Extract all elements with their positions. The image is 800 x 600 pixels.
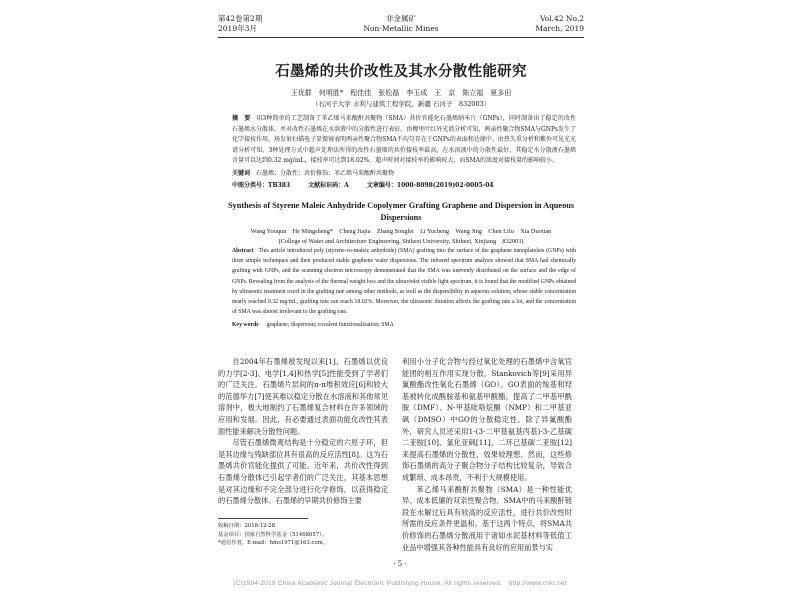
header-rule (218, 37, 584, 38)
affiliation-en: (College of Water and Architecture Engineering, Shihezi University, Shihezi, Xinjiang 832003) (278, 238, 524, 245)
header-volume-info-en: Vol.42 No.2 March, 2019 (535, 14, 584, 33)
keywords-text-cn: 石墨烯；分散性；共价修饰；苯乙烯马来酸酐共聚物 (256, 170, 395, 177)
footnote (218, 522, 388, 548)
footnote-corresponding: *通信作者，E-mail：hms1971@163.com。 (218, 540, 328, 547)
abstract-cn (232, 114, 576, 167)
keywords-en (232, 322, 576, 328)
body-paragraph: 利用小分子化合物与经过氧化处理的石墨烯中含氧官能团的相互作用实现分散。Stankovich等[9]采用异氰酸酯改性氧化石墨烯（GO）。GO表面的羧基和羟基被转化成酰胺基和氨基甲酸酯，提高了二甲基甲酰胺（DMF）、N-甲基吡咯烷酮（NMP）和二甲基亚砜（DMSO）中GO的分散稳定性。除了异氰酸酯外，研究人员还采用1-(3-二甲基氨基丙基)-3-乙基碳二亚胺[10]、氯化亚砜[11]、二环己基碳二亚胺[12]来提高石墨烯的分散性，效果较理想。然而，这些修饰石墨烯的高分子聚合物分子结构比较复杂，导致合成繁琐、成本昂贵，不利于大规模使用。 (402, 357, 572, 482)
abstract-label-cn: 摘 要 (232, 115, 251, 122)
page-number: · 5 · (393, 560, 407, 568)
keywords-label-cn: 关键词 (232, 170, 251, 177)
footnote-rule (218, 518, 308, 519)
footnote-received: 收稿日期：2018-12-28 (218, 523, 276, 529)
clc-number: 中图分类号：TB383 (232, 182, 291, 189)
footnote-fund: 基金项目：国家自然科学基金（51468057）。 (218, 531, 328, 538)
header-journal-name: 非金属矿 Non-Metallic Mines (363, 14, 439, 33)
body-paragraph: 自2004年石墨烯被发现以来[1]，石墨烯以优良的力学[2-3]、电学[1,4]和热学[5]性能受到了学者们的广泛关注。石墨烯片层间的π-π堆积效应[6]和较大的范德华力[7]使其难以稳定分散在水溶液和其他常见溶剂中，极大地制约了石墨烯复合材料在许多领域的应用和发展。因此，有必要通过表面功能化改性其表面性能来解决分散性问题。 (218, 357, 388, 436)
abstract-text-cn: 用3种简单的工艺制备了苯乙烯马来酸酐共聚物（SMA）共价官能化石墨烯纳米片（GNPs），同时制备出了稳定的改性石墨烯水分散体，并对改性石墨烯在水溶液中的分散性进行表征。由傅里叶红外光谱分析可知，两亲性聚合物SMA与GNPs发生了化学接枝作用，场发射扫描电子显微镜表明两亲性聚合物SMA不均匀存在于GNPs的表面和边缘中。由热失重分析和紫外可见光光谱分析可知，3种处理方式中超声处理法所得的改性石墨烯的共价接枝率最高，在水溶液中的分散性最好，其稳定水分散液石墨烯含量可以达到0.32 mg/mL，接枝率可达到18.02%。超声时间对接枝率的影响较大，而SMA的浓度对接枝量的影响较小。 (232, 115, 576, 164)
abstract-label-en: Abstract (232, 248, 254, 254)
abstract-en (232, 246, 576, 317)
document-code: 文献标识码：A (308, 182, 349, 189)
body-paragraph: 尽管石墨烯微观结构是十分稳定的六原子环，但是其边缘与残缺部位具有很高的反应活性[8]。这为石墨烯共价官能化提供了可能。近年来，共价改性得到石墨烯分散体已引起学者们的广泛关注，其基本思想是对其边缘和不完全部分进行化学修饰，以获得稳定的石墨烯分散体。石墨烯的早期共价修饰主要 (218, 438, 388, 506)
author-list-cn: 王优群 何明胜* 程佳佳 张松磊 李玉成 王 京 陈立福 夏多田 (290, 89, 512, 97)
author-list-en: Wang Youqun He Mingsheng* Cheng Jiajia Zhang Songlei Li Yucheng Wang Jing Chen Lifu Xia Duotian (250, 228, 552, 235)
copyright-footer: (C)1994-2019 China Academic Journal Electronic Publishing House. All rights reserved. http://www.cnki.net (233, 580, 567, 587)
article-number: 文章编号：1000-8098(2019)02-0005-04 (366, 182, 494, 189)
body-paragraph: 苯乙烯马来酸酐共聚物（SMA）是一种性能优异、成本低廉的双亲性聚合物。SMA中的马来酸酐链段在水解过后具有较高的反应活性，进行共价改性时所需的反应条件更温和。基于这两个特点，将SMA共价修饰的石墨烯分散液用于诸如水泥基材料等低值工业品中增强其各种性能具有良好的应用前景与实 (402, 484, 572, 552)
abstract-text-en: This article introduced poly (styrene-co-maleic anhydride) (SMA) grafting into the surface of the graphene nanoplatelets (GNPs) with three simple techniques and then produced stable graphene water dispersions. The infrared spectrum analysis showed that SMA had chemically grafting with GNPs, and the scanning electron microscopy demonstrated that the SMA was unevenly distributed on the surface and the edge of GNPs. Revealing from the analysis of the thermal weight loss and the ultraviolet visible light spectrum, it is found that the modified GNPs obtained by ultrasonic treatment excel in the grafting rate among other methods, as well as the dispersibility in aqueous solution, whose stable concentration nearly reached 0.32 mg/mL, grafting rate can reach 18.02%. Moreover, the ultrasonic duration affects the grafting rate a lot, and the concentration of SMA was almost irrelevant to the grafting rate. (232, 248, 576, 316)
body-column-left (218, 356, 388, 507)
affiliation-cn: （石河子大学 水利与建筑工程学院，新疆 石河子 832003） (311, 100, 491, 108)
header-volume-info: 第42卷第2期 2019年3月 (218, 14, 263, 33)
keywords-label-en: Key words (232, 322, 259, 328)
paper-title-en: Synthesis of Styrene Maleic Anhydride Copolymer Grafting Graphene and Dispersion in Aqueous Dispersions (227, 201, 575, 222)
paper-title-cn: 石墨烯的共价改性及其水分散性能研究 (275, 63, 527, 80)
keywords-text-en: graphene; dispersion; covalent functionalization; SMA (266, 322, 394, 328)
classification-line (232, 180, 576, 189)
body-column-right (402, 356, 572, 553)
keywords-cn (232, 168, 576, 177)
